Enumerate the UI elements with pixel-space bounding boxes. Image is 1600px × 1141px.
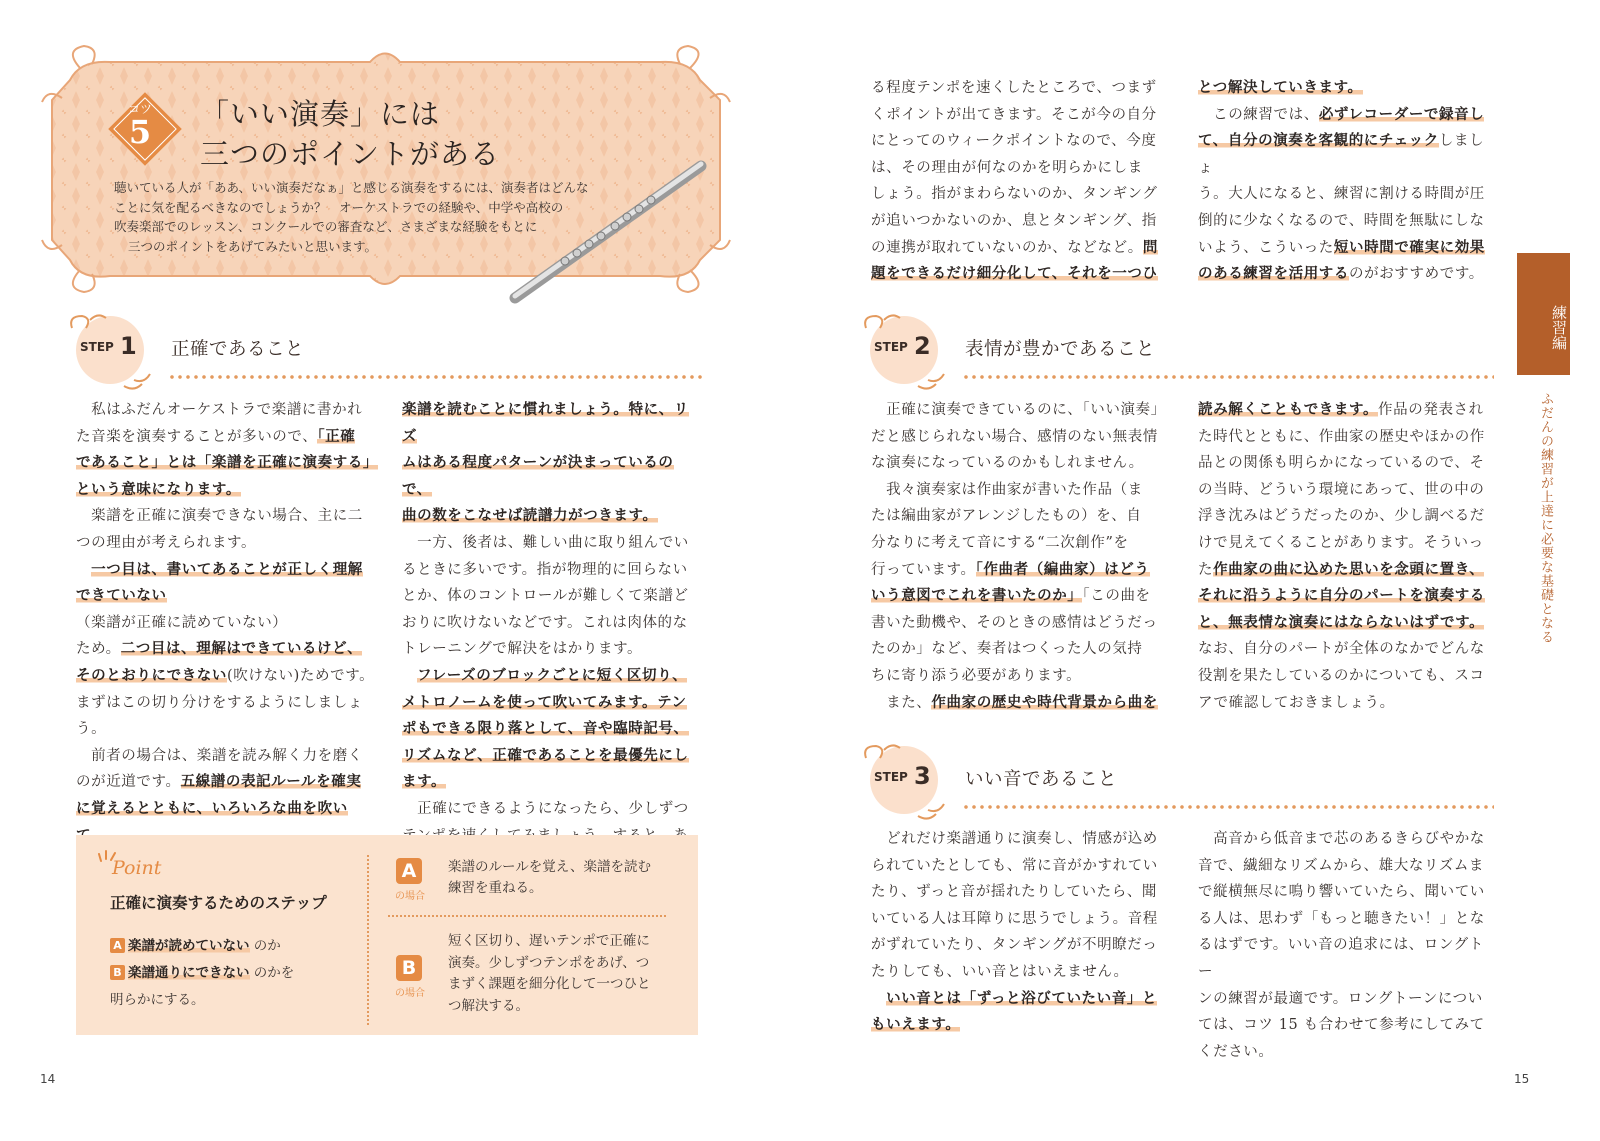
- text-span: たのか」など、奏者はつくった人の気持: [871, 641, 1143, 658]
- highlighted-text: ポもできる限り落として、音や臨時記号、: [402, 721, 689, 738]
- text-line: [1198, 128, 1498, 181]
- text-line: [871, 477, 1171, 504]
- text-line: [871, 1012, 1171, 1039]
- highlighted-text: 作曲家の曲に込めた思いを念頭に置き、: [1213, 561, 1485, 578]
- text-line: [871, 235, 1171, 262]
- text-span: たりしても、いい音とはいえません。: [871, 963, 1129, 980]
- text-span: （楽譜が正確に読めていない）: [76, 614, 288, 631]
- text-line: [1198, 477, 1498, 504]
- point-tail: 明らかにする。: [110, 992, 205, 1008]
- text-span: 正確にできるようになったら、少しずつ: [402, 800, 689, 817]
- step2-column-4: [1198, 397, 1498, 716]
- text-line: [1198, 1039, 1498, 1066]
- step3-column-4: [1198, 826, 1498, 1065]
- text-span: けで見えてくることがあります。そういっ: [1198, 534, 1484, 551]
- highlighted-text: もいえます。: [871, 1017, 961, 1034]
- text-span: 高音から低音まで芯のあるきらびやかな: [1198, 831, 1485, 847]
- text-span: た: [1198, 561, 1214, 578]
- text-span: にとってのウィークポイントなので、今度: [871, 133, 1157, 150]
- highlighted-text: 必ずレコーダーで録音し: [1318, 106, 1485, 123]
- step-number: 2: [914, 332, 931, 360]
- highlighted-text: て、自分の演奏を客観的にチェック: [1198, 133, 1439, 150]
- text-line: [871, 826, 1171, 853]
- case-b-text: [448, 931, 651, 1017]
- step-label: STEP: [80, 340, 114, 354]
- text-line: [871, 208, 1171, 235]
- text-line: [1198, 583, 1498, 610]
- text-span: 書いた動機や、そのときの感情はどうだっ: [871, 614, 1158, 631]
- text-line: [76, 424, 376, 451]
- point-summary: [110, 933, 294, 1014]
- text-line: [76, 503, 376, 530]
- text-span: ちに寄り添う必要があります。: [871, 667, 1082, 684]
- kotsu-label: コツ: [127, 102, 152, 116]
- text-span: しましょ: [1198, 133, 1485, 176]
- highlighted-text: そのとおりにできない: [76, 667, 227, 684]
- step-2-header: [858, 310, 1498, 390]
- highlighted-text: 読み解くこともできます。: [1198, 402, 1379, 418]
- text-span: ンの練習が最適です。ロングトーンについ: [1198, 990, 1483, 1007]
- text-span: る程度テンポを速くしたところで、つまず: [871, 80, 1157, 96]
- text-line: [1198, 503, 1498, 530]
- text-line: [871, 610, 1171, 637]
- text-line: [1198, 530, 1498, 557]
- text-line: [871, 397, 1171, 424]
- highlighted-text: ます。: [402, 774, 447, 791]
- text-line: [1198, 663, 1498, 690]
- text-span: くポイントが出てきます。そこが今の自分: [871, 106, 1157, 123]
- text-line: [871, 503, 1171, 530]
- text-line: [402, 610, 702, 637]
- case-b-line: まずく課題を細分化して一つひと: [448, 976, 651, 992]
- step-heading: 表情が豊かであること: [965, 339, 1156, 360]
- text-span: のが近道です。: [76, 774, 181, 791]
- text-line: [1198, 557, 1498, 584]
- highlighted-text: 五線譜の表記ルールを確実: [180, 774, 362, 791]
- case-a-text: [448, 857, 651, 899]
- step-1-header: [64, 310, 704, 390]
- text-span: トレーニングで解決をはかります。: [402, 641, 643, 658]
- text-line: [871, 424, 1171, 451]
- highlighted-text: 楽譜を読むことに慣れましょう。特に、リズ: [402, 402, 689, 445]
- point-b-suffix: のかを: [253, 965, 295, 981]
- text-line: [871, 450, 1171, 477]
- text-line: [1198, 450, 1498, 477]
- point-item-b: [110, 960, 294, 987]
- text-span: う。大人になると、練習に割ける時間が圧: [1198, 186, 1485, 203]
- text-span: 一方、後者は、難しい曲に取り組んでい: [402, 534, 689, 551]
- text-line: [1198, 986, 1498, 1013]
- text-span: 前者の場合は、楽譜を読み解く力を磨く: [76, 747, 363, 764]
- point-box: [76, 835, 698, 1035]
- text-line: [1198, 1012, 1498, 1039]
- page-number-right: 15: [1514, 1072, 1530, 1086]
- text-line: [1198, 397, 1498, 424]
- highlighted-text: と、無表情な演奏にはならないはずです。: [1198, 614, 1485, 631]
- text-line: [76, 636, 376, 663]
- highlighted-text: いい音とは「ずっと浴びていたい音」と: [886, 990, 1158, 1007]
- highlighted-text: とつ解決していきます。: [1198, 80, 1363, 96]
- intro-line: 吹奏楽部でのレッスン、コンクールでの審査など、さまざまな経験をもとに: [114, 219, 538, 235]
- text-span: るときに多いです。指が物理的に回らない: [402, 561, 688, 578]
- case-b-badge: B: [396, 955, 422, 981]
- highlighted-text: ムはある程度パターンが決まっているので、: [402, 455, 674, 498]
- step1-column-2: [402, 397, 702, 849]
- highlighted-text: であること」とは「楽譜を正確に演奏する」: [76, 455, 378, 472]
- text-line: [1198, 261, 1498, 288]
- step-3-header: [858, 740, 1498, 820]
- text-line: [1198, 181, 1498, 208]
- text-span: ては、コツ 15 も合わせて参考にしてみて: [1198, 1017, 1485, 1034]
- text-line: [871, 181, 1171, 208]
- text-span: 役割を果たしているのかについても、スコ: [1198, 667, 1485, 684]
- highlighted-text: フレーズのブロックごとに短く区切り、: [417, 667, 688, 684]
- text-span: また、: [871, 694, 932, 711]
- text-line: [402, 716, 702, 743]
- text-line: [871, 906, 1171, 933]
- highlighted-text: に覚えるとともに、いろいろな曲を吹い: [76, 801, 348, 844]
- text-line: [1198, 636, 1498, 663]
- text-line: [1198, 932, 1498, 985]
- point-a-suffix: のか: [253, 938, 281, 954]
- text-span: まずはこの切り分けをするようにしましょ: [76, 694, 363, 711]
- intro-line: 三つのポイントをあげてみたいと思います。: [128, 238, 378, 254]
- title-line-2: 三つのポイントがある: [200, 137, 501, 171]
- intro-line: ことに気を配るべきなのでしょうか？ オーケストラでの経験や、中学や高校の: [114, 199, 564, 215]
- text-line: [402, 663, 702, 690]
- text-line: [871, 261, 1171, 288]
- text-line: [1198, 424, 1498, 451]
- text-span: がずれていたり、タンギングが不明瞭だっ: [871, 937, 1158, 954]
- point-divider: [367, 855, 369, 1025]
- step-number: 1: [120, 332, 137, 360]
- text-line: [402, 397, 702, 450]
- text-line: [402, 450, 702, 503]
- text-span: た音楽を演奏することが多いので、: [76, 428, 318, 445]
- highlighted-text: できていない: [76, 588, 167, 605]
- text-span: たり、ずっと音が揺れたりしていたら、聞: [871, 884, 1158, 901]
- text-span: 作品の発表され: [1378, 402, 1484, 418]
- text-span: の当時、どういう環境にあって、世の中の: [1198, 481, 1485, 498]
- highlighted-text: のある練習を活用する: [1198, 266, 1349, 283]
- dotted-rule: [962, 804, 1494, 810]
- text-line: [871, 75, 1171, 102]
- text-line: [1198, 853, 1498, 880]
- highlighted-text: 問: [1142, 239, 1158, 256]
- highlighted-text: 曲の数をこなせば読譜力がつきます。: [402, 508, 658, 525]
- text-span: いている人は耳障りに思うでしょう。音程: [871, 910, 1158, 927]
- text-span: られていたとしても、常に音がかすれてい: [871, 857, 1158, 874]
- text-line: [76, 477, 376, 504]
- step-label: STEP: [874, 770, 908, 784]
- title-line-1: 「いい演奏」には: [200, 97, 441, 131]
- highlighted-text: 「作曲者（編曲家）はどう: [975, 561, 1150, 578]
- text-span: だと感じられない場合、感情のない無表情: [871, 428, 1158, 445]
- case-a-line: 練習を重ねる。: [448, 880, 543, 896]
- text-line: [402, 796, 702, 823]
- text-line: [871, 986, 1171, 1013]
- highlighted-text: 「正確: [317, 428, 356, 445]
- b-mini-badge: B: [110, 965, 125, 980]
- text-line: [1198, 690, 1498, 717]
- text-line: [871, 530, 1171, 557]
- text-span: 楽譜を正確に演奏できない場合、主に二: [76, 508, 363, 525]
- case-a-label: の場合: [395, 891, 425, 902]
- text-line: [76, 663, 376, 690]
- text-line: [1198, 75, 1498, 102]
- text-span: しょう。指がまわらないのか、タンギング: [871, 186, 1158, 203]
- a-mini-badge: A: [110, 938, 125, 953]
- highlighted-text: リズムなど、正確であることを最優先にし: [402, 747, 689, 764]
- text-line: [871, 932, 1171, 959]
- text-line: [871, 959, 1171, 986]
- text-span: どれだけ楽譜通りに演奏し、情感が込め: [871, 831, 1158, 847]
- text-span: た時代とともに、作曲家の歴史やほかの作: [1198, 428, 1485, 445]
- text-line: [76, 557, 376, 584]
- point-label: Point: [112, 857, 162, 879]
- text-line: [1198, 826, 1498, 853]
- page-number-left: 14: [40, 1072, 56, 1086]
- chapter-tab-label: 練習編: [1550, 304, 1568, 350]
- point-item-a: [110, 933, 294, 960]
- text-line: [402, 743, 702, 770]
- text-line: [871, 879, 1171, 906]
- text-span: いよう、こういった: [1198, 239, 1334, 256]
- text-line: [402, 769, 702, 796]
- page-title: [200, 94, 500, 174]
- step1-column-1: [76, 397, 376, 849]
- text-span: 浮き沈みはどうだったのか、少し調べるだ: [1198, 508, 1485, 525]
- text-span: 「この曲を: [1082, 588, 1151, 605]
- point-row-divider: [388, 915, 666, 917]
- text-line: [402, 503, 702, 530]
- text-span: な演奏になっているのかもしれません。: [871, 455, 1144, 472]
- text-span: おりに吹けないなどです。これは肉体的な: [402, 614, 688, 631]
- highlighted-text: 一つ目は、書いてあることが正しく理解: [91, 561, 363, 578]
- text-span: 分なりに考えて音にする“二次創作”を: [871, 534, 1129, 551]
- point-a-item: 楽譜が読めていない: [128, 938, 250, 954]
- dotted-rule: [168, 374, 702, 380]
- text-line: [871, 128, 1171, 155]
- text-line: [76, 690, 376, 717]
- step-heading: 正確であること: [171, 339, 305, 360]
- step2-column-3: [871, 397, 1171, 716]
- text-line: [402, 636, 702, 663]
- kotsu-number: 5: [128, 113, 152, 151]
- highlighted-text: という意味になります。: [76, 481, 241, 498]
- step-heading: いい音であること: [965, 769, 1118, 790]
- text-line: [871, 155, 1171, 182]
- text-span: この練習では、: [1198, 106, 1319, 123]
- text-line: [402, 583, 702, 610]
- text-span: るはずです。いい音の追求には、ロングトー: [1198, 937, 1484, 980]
- highlighted-text: メトロノームを使って吹いてみます。テン: [402, 694, 687, 711]
- intro-text: [114, 178, 614, 256]
- text-span: 音で、繊細なリズムから、雄大なリズムま: [1198, 857, 1485, 874]
- highlighted-text: いう意図でこれを書いたのか」: [871, 588, 1083, 605]
- side-caption: ふだんの練習が上達に必要な基礎となる: [1538, 392, 1553, 644]
- text-span: で縦横無尽に鳴り響いていたら、聞いてい: [1198, 884, 1485, 901]
- text-span: る人は、思わず「もっと聴きたい！」とな: [1198, 910, 1485, 927]
- text-span: う。: [76, 721, 107, 738]
- step-number: 3: [914, 762, 931, 790]
- text-span: アで確認しておきましょう。: [1198, 694, 1395, 711]
- top-column-3: [871, 75, 1171, 288]
- text-line: [1198, 208, 1498, 235]
- text-span: は、その理由が何なのかを明らかにしま: [871, 159, 1143, 176]
- text-span: 行っています。: [871, 561, 976, 578]
- text-line: [871, 663, 1171, 690]
- text-line: [871, 102, 1171, 129]
- highlighted-text: それに沿うように自分のパートを演奏する: [1198, 588, 1485, 605]
- text-span: の連携が取れていないのか、などなど。: [871, 239, 1143, 256]
- text-line: [1198, 610, 1498, 637]
- text-span: つの理由が考えられます。: [76, 534, 257, 551]
- text-span: [871, 991, 886, 1007]
- text-line: [871, 636, 1171, 663]
- highlighted-text: 作曲家の歴史や時代背景から曲を: [931, 694, 1158, 711]
- text-line: [76, 397, 376, 424]
- text-span: (吹けない)ためです。: [227, 667, 375, 684]
- text-line: [402, 690, 702, 717]
- text-span: が追いつかないのか、息とタンギング、指: [871, 212, 1157, 229]
- case-a-badge: A: [396, 858, 422, 884]
- text-line: [871, 557, 1171, 584]
- text-span: [76, 562, 91, 578]
- text-span: 我々演奏家は作曲家が書いた作品（ま: [871, 481, 1143, 498]
- highlighted-text: 題をできるだけ細分化して、それを一つひ: [871, 266, 1158, 283]
- text-span: ため。: [76, 641, 121, 658]
- case-b-line: 短く区切り、遅いテンポで正確に: [448, 933, 650, 949]
- highlighted-text: 短い時間で確実に効果: [1333, 239, 1485, 256]
- text-line: [402, 557, 702, 584]
- text-line: [871, 690, 1171, 717]
- step-label: STEP: [874, 340, 908, 354]
- point-title: 正確に演奏するためのステップ: [110, 894, 327, 912]
- text-line: [76, 530, 376, 557]
- top-column-4: [1198, 75, 1498, 288]
- text-span: 正確に演奏できているのに、「いい演奏」: [871, 402, 1166, 418]
- text-line: [76, 716, 376, 743]
- highlighted-text: 二つ目は、理解はできているけど、: [120, 641, 363, 658]
- dotted-rule: [962, 374, 1494, 380]
- text-span: 倒的に少なくなるので、時間を無駄にしな: [1198, 212, 1485, 229]
- case-b-line: 演奏。少しずつテンポをあげ、つ: [448, 954, 650, 971]
- text-line: [402, 530, 702, 557]
- text-span: [402, 668, 417, 684]
- point-b-item: 楽譜通りにできない: [128, 965, 250, 981]
- text-line: [871, 583, 1171, 610]
- text-span: 私はふだんオーケストラで楽譜に書かれ: [76, 402, 363, 418]
- case-a-line: 楽譜のルールを覚え、楽譜を読む: [448, 859, 652, 875]
- text-span: なお、自分のパートが全体のなかでどんな: [1198, 641, 1485, 658]
- text-span: とか、体のコントロールが難しくて楽譜ど: [402, 588, 689, 605]
- text-line: [1198, 102, 1498, 129]
- text-line: [76, 583, 376, 636]
- text-line: [76, 450, 376, 477]
- text-line: [871, 853, 1171, 880]
- text-span: ください。: [1198, 1043, 1274, 1060]
- text-line: [76, 743, 376, 770]
- text-line: [1198, 235, 1498, 262]
- text-line: [1198, 906, 1498, 933]
- case-b-line: つ解決する。: [448, 997, 529, 1014]
- text-line: [76, 769, 376, 796]
- case-b-label: の場合: [395, 988, 425, 999]
- text-span: たは編曲家がアレンジしたもの）を、自: [871, 508, 1142, 525]
- text-line: [1198, 879, 1498, 906]
- text-span: 品との関係も明らかになっているので、そ: [1198, 455, 1485, 472]
- text-span: のがおすすめです。: [1349, 266, 1484, 283]
- step3-column-3: [871, 826, 1171, 1039]
- intro-line: 聴いている人が「ああ、いい演奏だなぁ」と感じる演奏をするには、演奏者はどんな: [114, 180, 589, 195]
